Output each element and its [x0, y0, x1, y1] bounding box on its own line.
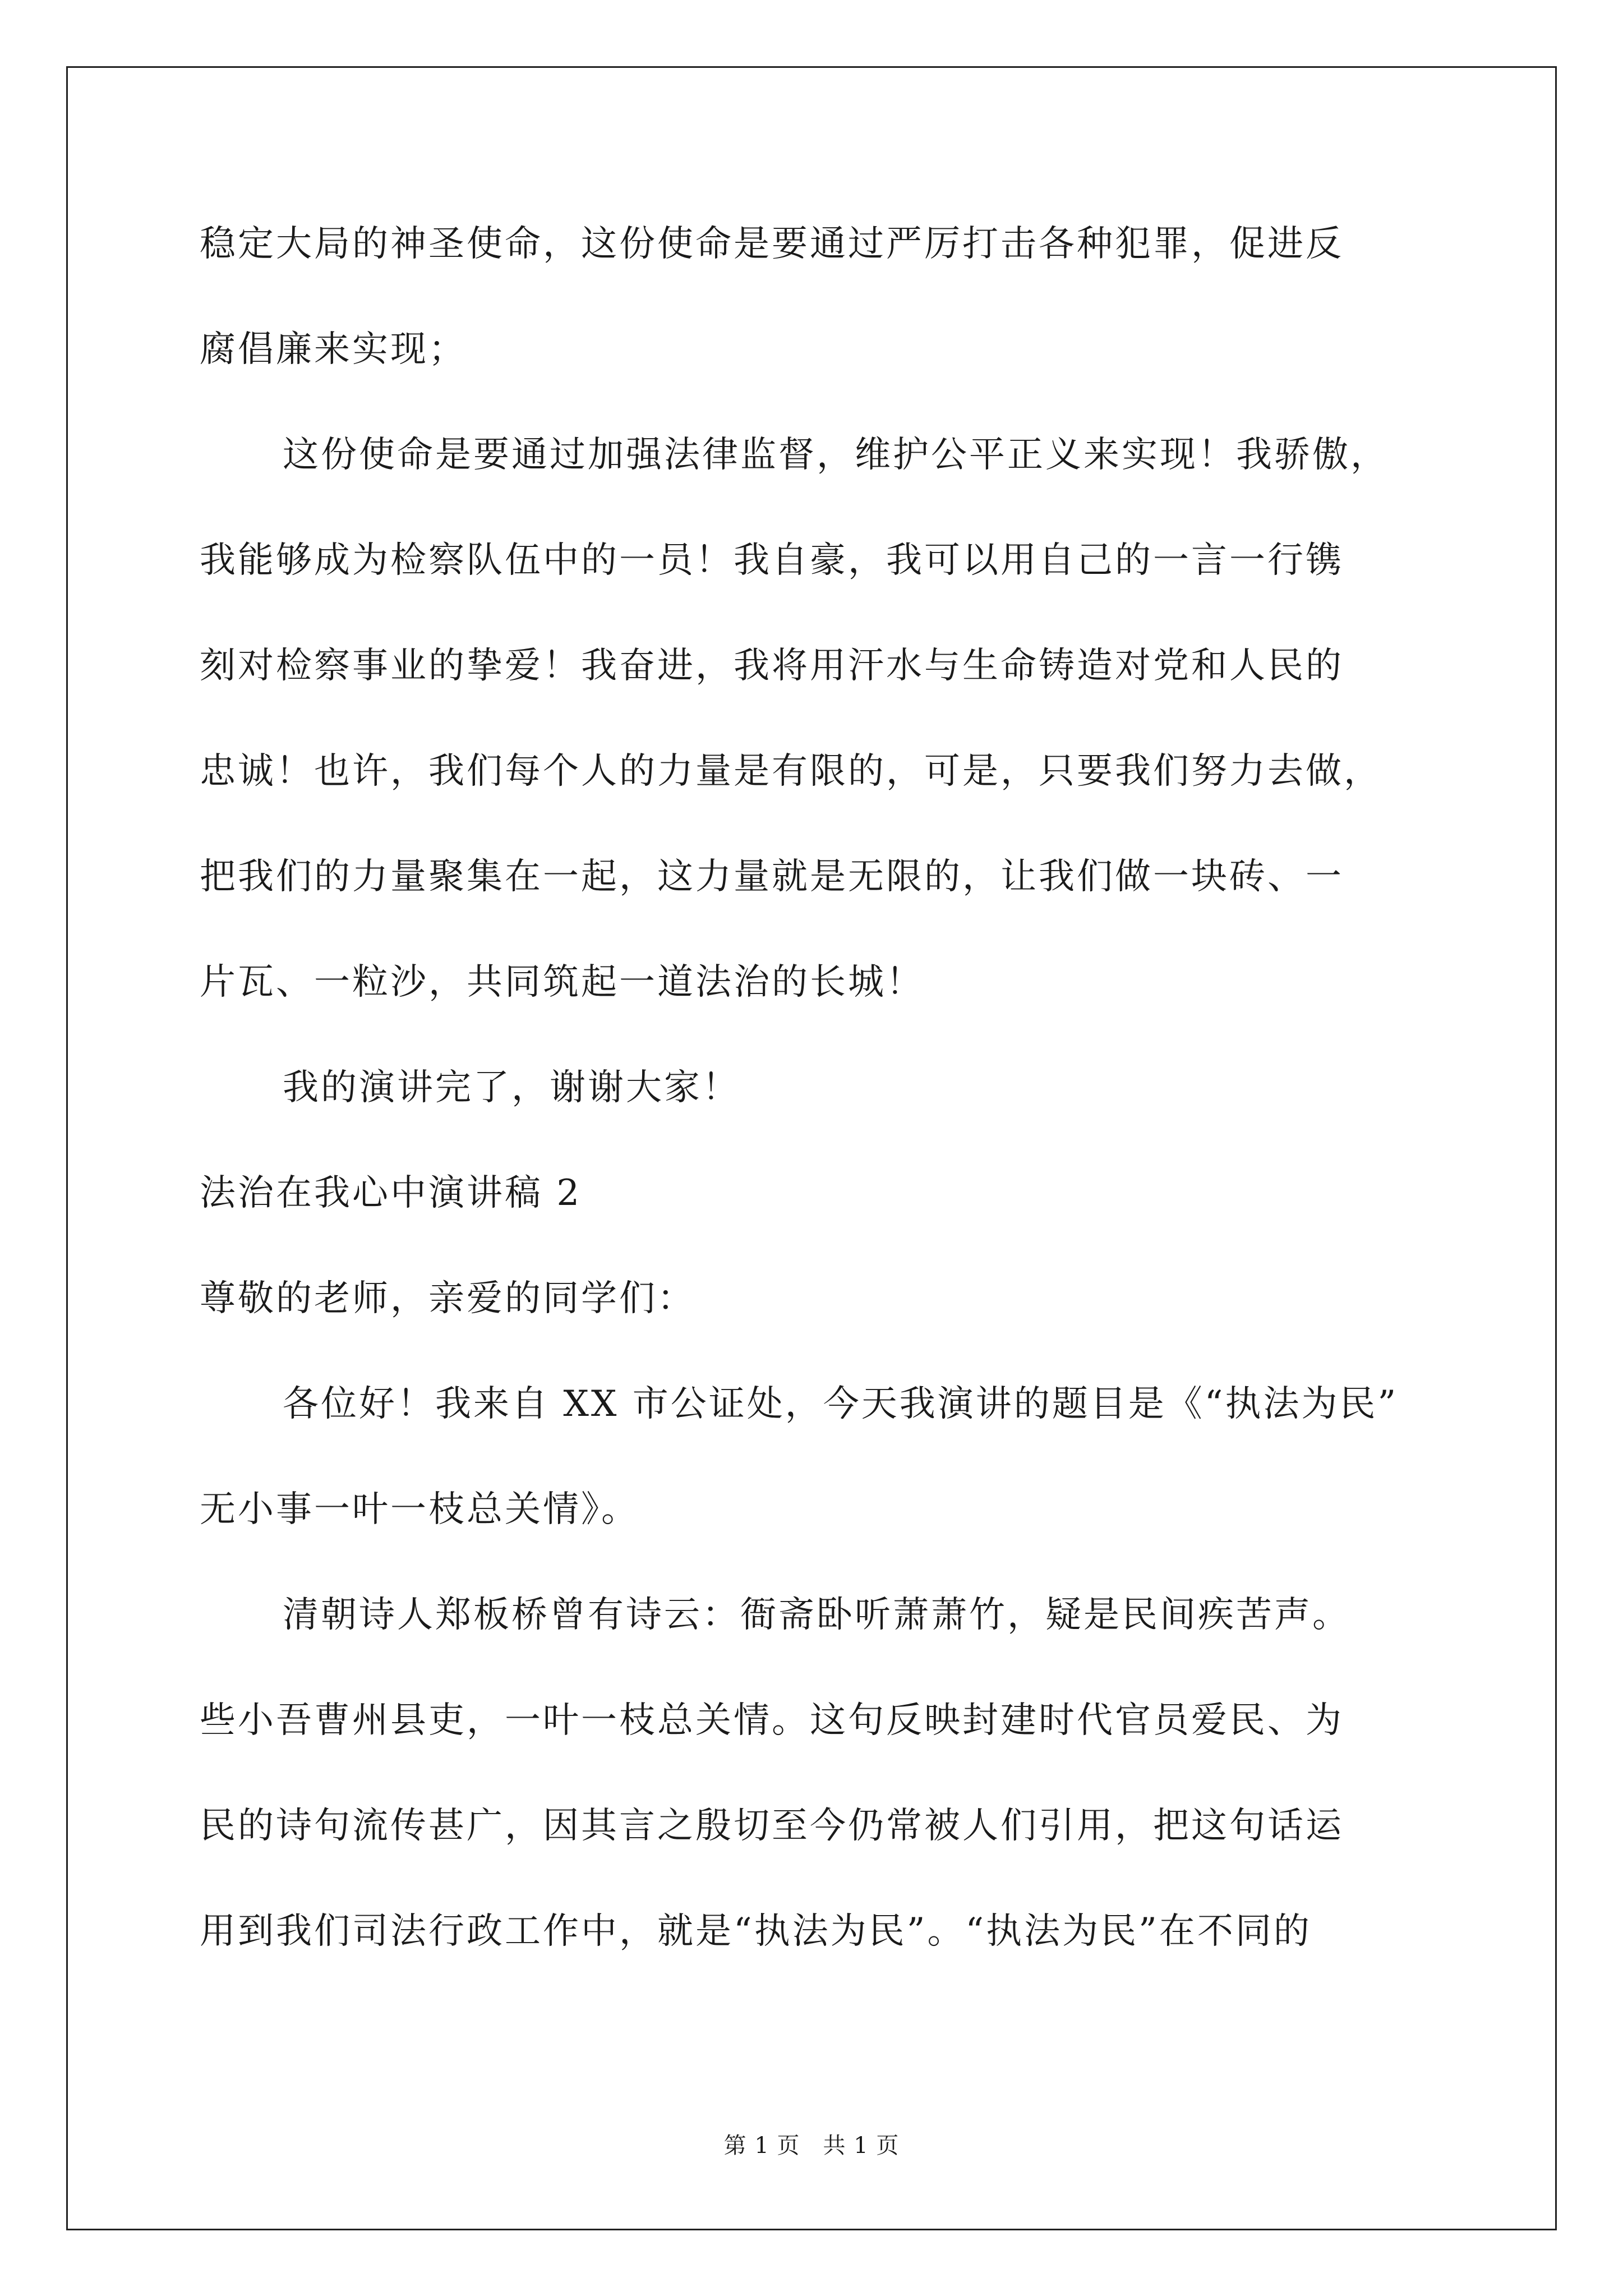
text-line: 忠诚！也许，我们每个人的力量是有限的，可是，只要我们努力去做， [200, 751, 1382, 792]
text-line: 清朝诗人郑板桥曾有诗云：衙斋卧听萧萧竹，疑是民间疾苦声。 [283, 1594, 1350, 1636]
text-line: 这份使命是要通过加强法律监督，维护公平正义来实现！我骄傲， [283, 434, 1389, 476]
text-line: 无小事一叶一枝总关情》。 [200, 1489, 639, 1530]
page-number-footer: 第 1 页 共 1 页 [723, 2133, 900, 2159]
document-body [200, 202, 1422, 1995]
text-line: 我能够成为检察队伍中的一员！我自豪，我可以用自己的一言一行镌 [200, 540, 1344, 581]
salutation: 尊敬的老师，亲爱的同学们： [200, 1278, 695, 1319]
text-line: 把我们的力量聚集在一起，这力量就是无限的，让我们做一块砖、一 [200, 856, 1344, 898]
section-heading: 法治在我心中演讲稿 2 [200, 1172, 582, 1214]
text-line: 些小吾曹州县吏，一叶一枝总关情。这句反映封建时代官员爱民、为 [200, 1700, 1344, 1741]
text-line: 我的演讲完了，谢谢大家！ [283, 1067, 740, 1108]
text-line: 稳定大局的神圣使命，这份使命是要通过严厉打击各种犯罪，促进反 [200, 223, 1344, 265]
text-line: 腐倡廉来实现； [200, 329, 467, 370]
text-line: 刻对检察事业的挚爱！我奋进，我将用汗水与生命铸造对党和人民的 [200, 645, 1344, 687]
text-line: 民的诗句流传甚广，因其言之殷切至今仍常被人们引用，把这句话运 [200, 1805, 1344, 1847]
text-line: 各位好！我来自 XX 市公证处，今天我演讲的题目是《“执法为民” [283, 1383, 1399, 1425]
text-line: 片瓦、一粒沙，共同筑起一道法治的长城！ [200, 961, 924, 1003]
text-line: 用到我们司法行政工作中，就是“执法为民”。“执法为民”在不同的 [200, 1911, 1312, 1952]
